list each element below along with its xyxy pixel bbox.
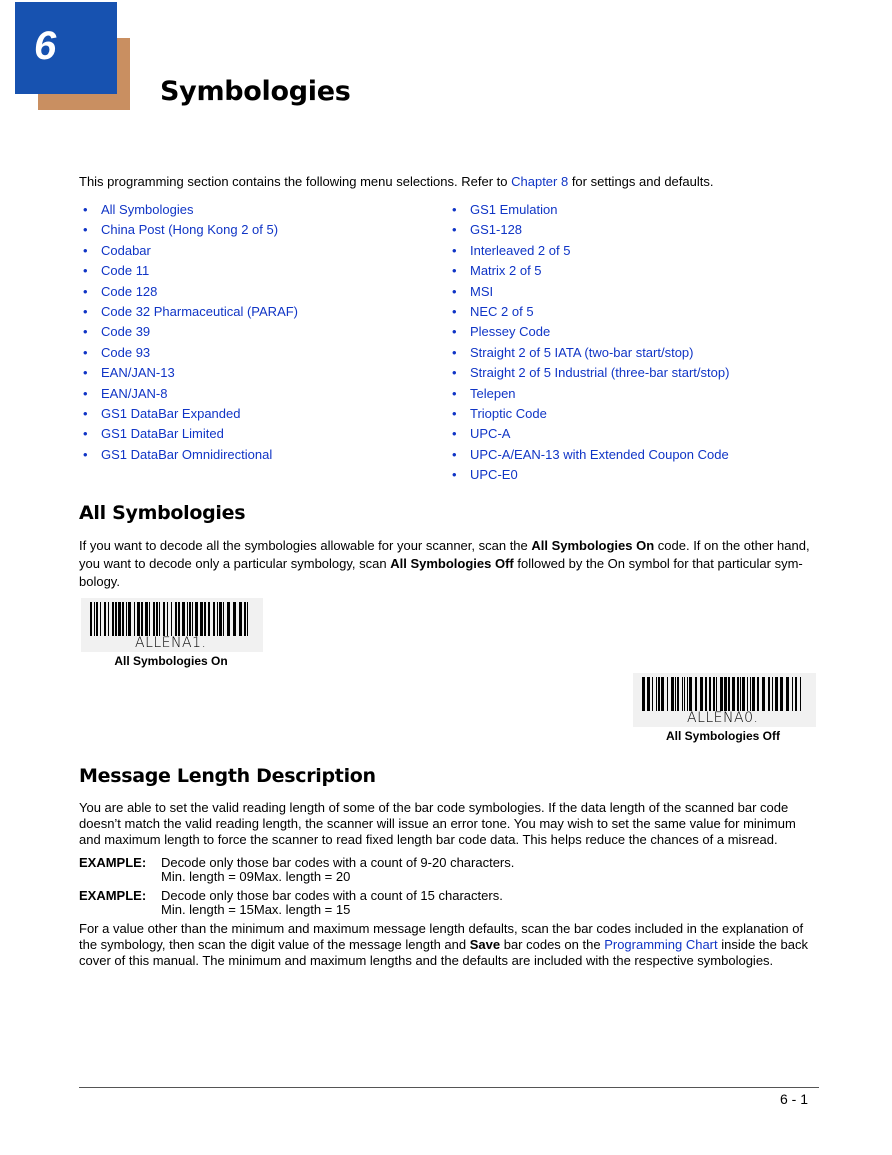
example-text: Decode only those bar codes with a count of 15 characters. <box>161 888 503 903</box>
toc-link[interactable]: EAN/JAN-8 <box>101 385 168 401</box>
toc-link[interactable]: Straight 2 of 5 Industrial (three-bar start/stop) <box>470 365 730 381</box>
toc-item[interactable] <box>79 384 439 404</box>
toc-link[interactable]: Plessey Code <box>470 324 551 340</box>
section-heading-all-symbologies: All Symbologies <box>79 502 246 524</box>
intro-paragraph <box>79 174 819 190</box>
toc-item[interactable] <box>448 261 838 281</box>
toc-item[interactable] <box>79 363 439 383</box>
toc-item[interactable] <box>79 404 439 424</box>
toc-item[interactable] <box>448 200 838 220</box>
toc-link[interactable]: UPC-E0 <box>470 467 518 483</box>
example-block <box>79 856 814 884</box>
example-label: EXAMPLE: <box>79 855 147 870</box>
toc-list-left <box>79 200 439 465</box>
text: bar codes on the <box>500 937 605 952</box>
toc-link[interactable]: Interleaved 2 of 5 <box>470 242 571 258</box>
text: For a value other than the minimum and maximum message length defaults, scan the bar codes included in the explanation of the symbology, then scan the digit value of the message length and <box>79 921 804 952</box>
toc-link[interactable]: MSI <box>470 283 494 299</box>
barcode-text: ALLENA1. <box>135 635 207 651</box>
example-detail: Min. length = 15Max. length = 15 <box>161 902 351 917</box>
text: code. If on the other hand, you want to decode only a particular symbology, scan <box>79 538 810 571</box>
text: followed by the On symbol for that particular sym-bology. <box>79 556 803 589</box>
footer-rule <box>79 1087 819 1088</box>
toc-item[interactable] <box>448 445 838 465</box>
toc-item[interactable] <box>79 241 439 261</box>
barcode-bars <box>642 677 804 711</box>
toc-link[interactable]: Code 32 Pharmaceutical (PARAF) <box>101 303 299 319</box>
barcode-caption: All Symbologies On <box>114 654 228 668</box>
toc-item[interactable] <box>79 200 439 220</box>
toc-item[interactable] <box>79 424 439 444</box>
bold-text: Save <box>469 937 501 952</box>
toc-item[interactable] <box>448 322 838 342</box>
barcode-bars <box>90 602 252 636</box>
toc-link[interactable]: Matrix 2 of 5 <box>470 263 542 279</box>
toc-item[interactable] <box>448 282 838 302</box>
final-paragraph <box>79 921 819 969</box>
toc-item[interactable] <box>79 322 439 342</box>
page-number: 6 - 1 <box>779 1091 808 1107</box>
chapter-title: Symbologies <box>160 76 351 107</box>
toc-link[interactable]: All Symbologies <box>101 202 194 217</box>
toc-item[interactable] <box>448 404 838 424</box>
toc-link[interactable]: EAN/JAN-13 <box>101 365 175 381</box>
text: If you want to decode all the symbologies allowable for your scanner, scan the <box>79 538 532 553</box>
toc-link[interactable]: Code 39 <box>101 324 151 340</box>
toc-item[interactable] <box>448 343 838 363</box>
bold-text: All Symbologies On <box>531 538 655 553</box>
toc-link[interactable]: Code 11 <box>101 263 150 279</box>
all-symbologies-paragraph <box>79 537 814 591</box>
intro-text: This programming section contains the following menu selections. Refer to <box>79 174 512 189</box>
toc-item[interactable] <box>448 220 838 240</box>
toc-item[interactable] <box>79 220 439 240</box>
example-detail: Min. length = 09Max. length = 20 <box>161 869 351 884</box>
toc-item[interactable] <box>448 363 838 383</box>
toc-item[interactable] <box>448 302 838 322</box>
barcode-caption: All Symbologies Off <box>665 729 780 743</box>
toc-link[interactable]: Code 128 <box>101 283 158 299</box>
toc-item[interactable] <box>79 343 439 363</box>
toc-link[interactable]: Straight 2 of 5 IATA (two-bar start/stop) <box>470 344 694 360</box>
section-heading-message-length: Message Length Description <box>79 765 376 787</box>
toc-link[interactable]: GS1 DataBar Omnidirectional <box>101 446 273 462</box>
bold-text: All Symbologies Off <box>390 556 514 571</box>
toc-item[interactable] <box>79 302 439 322</box>
toc-link[interactable]: Codabar <box>101 242 151 258</box>
toc-link[interactable]: UPC-A <box>470 426 511 442</box>
toc-link[interactable]: NEC 2 of 5 <box>470 303 534 319</box>
toc-item[interactable] <box>448 424 838 444</box>
toc-link[interactable]: Code 93 <box>101 344 151 360</box>
message-length-paragraph: You are able to set the valid reading length of some of the bar code symbologies. If the data length of the scanned bar code doesn’t match the valid reading length, the scanner will issue an error tone. You may wish to set the same value for minimum and maximum length to force the scanner to read fixed length bar code data. This helps reduce the chances of a misread. <box>79 800 796 847</box>
barcode-all-symbologies-off[interactable] <box>633 673 816 727</box>
chapter-number: 6 <box>34 24 57 68</box>
toc-item[interactable] <box>448 465 838 485</box>
chapter-tab <box>15 2 117 94</box>
programming-chart-link[interactable]: Programming Chart <box>604 937 718 952</box>
chapter-8-link[interactable]: Chapter 8 <box>511 174 569 189</box>
toc-item[interactable] <box>448 384 838 404</box>
text: inside the back cover of this manual. The minimum and maximum lengths and the defaults are included with the respective symbologies. <box>79 937 808 968</box>
toc-link[interactable]: GS1-128 <box>470 222 523 238</box>
toc-item[interactable] <box>448 241 838 261</box>
toc-item[interactable] <box>79 445 439 465</box>
toc-link[interactable]: GS1 Emulation <box>470 202 558 217</box>
toc-list-right <box>448 200 838 485</box>
example-text: Decode only those bar codes with a count of 9-20 characters. <box>161 855 515 870</box>
toc-link[interactable]: UPC-A/EAN-13 with Extended Coupon Code <box>470 446 729 462</box>
intro-text-end: for settings and defaults. <box>568 174 714 189</box>
toc-link[interactable]: GS1 DataBar Expanded <box>101 405 241 421</box>
toc-item[interactable] <box>79 282 439 302</box>
barcode-text: ALLENA0. <box>687 710 759 726</box>
toc-link[interactable]: China Post (Hong Kong 2 of 5) <box>101 222 279 238</box>
barcode-all-symbologies-on[interactable] <box>81 598 263 652</box>
toc-item[interactable] <box>79 261 439 281</box>
toc-link[interactable]: GS1 DataBar Limited <box>101 426 224 442</box>
example-block <box>79 889 814 917</box>
toc-link[interactable]: Telepen <box>470 385 516 401</box>
example-label: EXAMPLE: <box>79 888 147 903</box>
toc-link[interactable]: Trioptic Code <box>470 405 547 421</box>
